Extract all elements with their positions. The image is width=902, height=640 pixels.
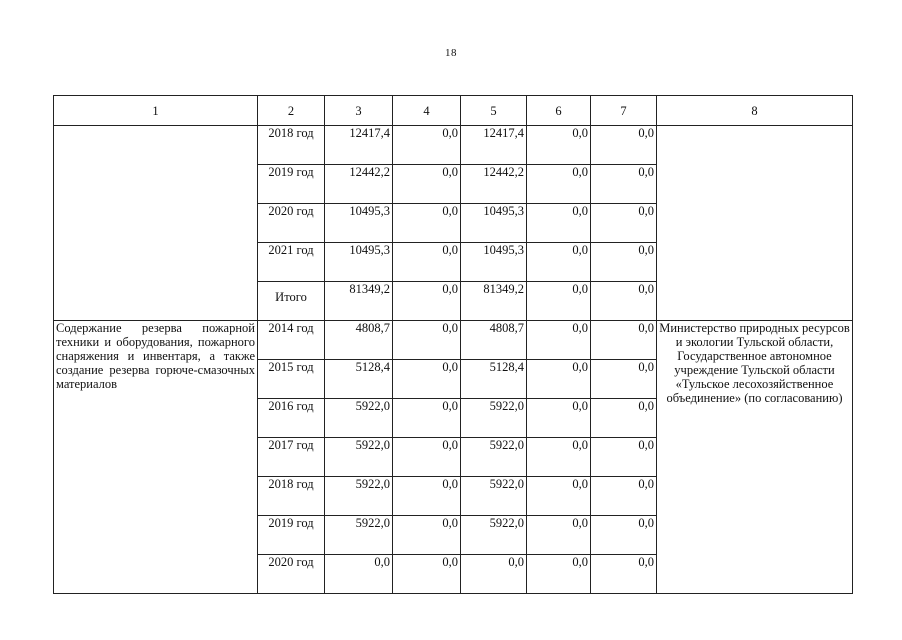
value-cell: 0,0 xyxy=(591,477,657,516)
value-cell: 0,0 xyxy=(461,555,527,594)
value-cell: 0,0 xyxy=(393,282,461,321)
value-cell: 0,0 xyxy=(591,516,657,555)
measure-description: Содержание резерва пожарной техники и оборудования, пожарного снаряжения и инвентаря, а также создание резерва горюче-смазочных материалов xyxy=(54,321,258,594)
value-cell: 12417,4 xyxy=(461,126,527,165)
value-cell: 5922,0 xyxy=(461,477,527,516)
empty-description-cell xyxy=(54,126,258,321)
column-header: 2 xyxy=(258,96,325,126)
value-cell: 0,0 xyxy=(591,282,657,321)
value-cell: 4808,7 xyxy=(325,321,393,360)
value-cell: 4808,7 xyxy=(461,321,527,360)
column-header: 5 xyxy=(461,96,527,126)
year-cell: 2018 год xyxy=(258,126,325,165)
value-cell: 0,0 xyxy=(393,399,461,438)
financing-table xyxy=(53,95,853,594)
value-cell: 0,0 xyxy=(527,165,591,204)
column-header: 4 xyxy=(393,96,461,126)
year-cell: Итого xyxy=(258,282,325,321)
year-cell: 2018 год xyxy=(258,477,325,516)
value-cell: 12442,2 xyxy=(325,165,393,204)
year-cell: 2019 год xyxy=(258,165,325,204)
value-cell: 0,0 xyxy=(527,321,591,360)
column-header: 7 xyxy=(591,96,657,126)
value-cell: 10495,3 xyxy=(325,204,393,243)
year-cell: 2014 год xyxy=(258,321,325,360)
value-cell: 81349,2 xyxy=(325,282,393,321)
value-cell: 0,0 xyxy=(591,399,657,438)
table-body xyxy=(54,96,853,594)
table-row xyxy=(54,321,853,360)
value-cell: 0,0 xyxy=(591,126,657,165)
value-cell: 0,0 xyxy=(325,555,393,594)
value-cell: 12442,2 xyxy=(461,165,527,204)
value-cell: 0,0 xyxy=(527,126,591,165)
value-cell: 0,0 xyxy=(527,516,591,555)
value-cell: 0,0 xyxy=(393,360,461,399)
value-cell: 10495,3 xyxy=(461,204,527,243)
year-cell: 2015 год xyxy=(258,360,325,399)
value-cell: 5922,0 xyxy=(461,438,527,477)
column-header: 8 xyxy=(657,96,853,126)
value-cell: 0,0 xyxy=(393,204,461,243)
value-cell: 0,0 xyxy=(527,399,591,438)
column-header: 3 xyxy=(325,96,393,126)
value-cell: 0,0 xyxy=(393,165,461,204)
value-cell: 0,0 xyxy=(527,555,591,594)
value-cell: 0,0 xyxy=(591,555,657,594)
value-cell: 10495,3 xyxy=(461,243,527,282)
value-cell: 0,0 xyxy=(591,204,657,243)
value-cell: 5922,0 xyxy=(461,399,527,438)
column-header: 1 xyxy=(54,96,258,126)
value-cell: 5128,4 xyxy=(461,360,527,399)
value-cell: 0,0 xyxy=(527,477,591,516)
value-cell: 0,0 xyxy=(393,243,461,282)
value-cell: 0,0 xyxy=(393,438,461,477)
page-number: 18 xyxy=(445,47,457,59)
value-cell: 5922,0 xyxy=(325,477,393,516)
value-cell: 12417,4 xyxy=(325,126,393,165)
value-cell: 5922,0 xyxy=(461,516,527,555)
value-cell: 0,0 xyxy=(591,243,657,282)
value-cell: 10495,3 xyxy=(325,243,393,282)
year-cell: 2016 год xyxy=(258,399,325,438)
executor-cell: Министерство природных ресурсов и экологии Тульской области, Государственное автономное учреждение Тульской области «Тульское лесохозяйственное объединение» (по согласованию) xyxy=(657,321,853,594)
value-cell: 0,0 xyxy=(527,243,591,282)
value-cell: 0,0 xyxy=(527,282,591,321)
table-row xyxy=(54,126,853,165)
year-cell: 2017 год xyxy=(258,438,325,477)
value-cell: 5922,0 xyxy=(325,438,393,477)
value-cell: 5922,0 xyxy=(325,399,393,438)
value-cell: 0,0 xyxy=(393,477,461,516)
value-cell: 0,0 xyxy=(527,204,591,243)
value-cell: 0,0 xyxy=(527,438,591,477)
header-row xyxy=(54,96,853,126)
year-cell: 2019 год xyxy=(258,516,325,555)
value-cell: 0,0 xyxy=(591,438,657,477)
value-cell: 81349,2 xyxy=(461,282,527,321)
year-cell: 2020 год xyxy=(258,555,325,594)
value-cell: 0,0 xyxy=(591,321,657,360)
value-cell: 5922,0 xyxy=(325,516,393,555)
value-cell: 0,0 xyxy=(393,126,461,165)
year-cell: 2020 год xyxy=(258,204,325,243)
year-cell: 2021 год xyxy=(258,243,325,282)
column-header: 6 xyxy=(527,96,591,126)
value-cell: 5128,4 xyxy=(325,360,393,399)
value-cell: 0,0 xyxy=(527,360,591,399)
empty-executor-cell xyxy=(657,126,853,321)
value-cell: 0,0 xyxy=(393,321,461,360)
value-cell: 0,0 xyxy=(393,555,461,594)
value-cell: 0,0 xyxy=(393,516,461,555)
value-cell: 0,0 xyxy=(591,165,657,204)
value-cell: 0,0 xyxy=(591,360,657,399)
